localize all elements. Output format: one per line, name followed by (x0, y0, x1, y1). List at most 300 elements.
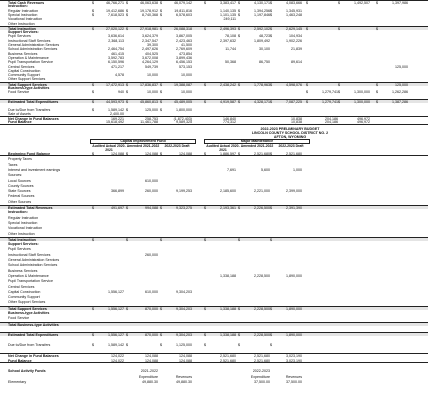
row-label: Other Sources (8, 199, 32, 204)
row-label: School Activity Funds (8, 369, 46, 374)
table-row (0, 168, 428, 172)
cell-value: 1,345,931 (286, 8, 302, 13)
cell-value: 4,083,666 (286, 1, 302, 5)
currency-sign: $ (160, 152, 162, 156)
cell-value: 46,079,142 (174, 1, 192, 5)
currency-sign: $ (306, 90, 308, 95)
cell-value: Revenues (175, 374, 192, 379)
cell-value: 1,778,963 (254, 82, 270, 87)
row-label: Instructional Staff Services (8, 252, 51, 257)
currency-sign: $ (238, 152, 240, 156)
row-label: Vocational Instruction (8, 226, 43, 231)
row-label: Food Service (8, 90, 30, 95)
cell-value: 49,880.30 (176, 379, 192, 384)
cell-value: 5,600 (261, 167, 270, 172)
currency-sign: $ (204, 1, 206, 5)
cell-value: 2,226,500 (254, 206, 270, 210)
currency-sign: $ (160, 206, 162, 210)
cell-value: 19,178,912 (140, 8, 158, 13)
currency-sign: $ (204, 306, 206, 311)
cell-value: 1,279,741 (322, 99, 338, 104)
cell-value: 1,556,127 (108, 289, 124, 294)
cell-value: 46,063,638 (140, 1, 158, 5)
row-label: Due to/Due from Transfers (8, 107, 51, 112)
currency-sign: $ (306, 1, 308, 5)
cell-value: 549,739 (145, 64, 158, 69)
currency-sign: $ (126, 1, 128, 5)
cell-value: 1,890,000 (286, 333, 302, 338)
cell-value: 2,521,680 (220, 358, 236, 363)
currency-sign: $ (92, 99, 94, 104)
table-row (0, 279, 428, 283)
cell-value: 2,592,102 (254, 26, 270, 31)
cell-value: 4,130,171 (254, 1, 270, 5)
cell-value: 124,022 (111, 358, 124, 363)
cell-value: 2,464,754 (108, 47, 124, 52)
row-label: Support Services: (8, 242, 39, 247)
cell-value: 404,525 (145, 51, 158, 56)
cell-value: 1,463,248 (286, 12, 302, 17)
cell-value: 1,394,256 (254, 8, 270, 13)
cell-value: 2,521,680 (286, 152, 302, 156)
currency-sign: $ (160, 90, 162, 95)
currency-sign: $ (306, 26, 308, 31)
cell-value: 496,972 (357, 120, 370, 125)
row-label: Total Support Services (8, 306, 47, 311)
cell-value: 9,323,275 (176, 206, 192, 210)
district-location: AFTON, WYOMING (273, 135, 307, 139)
cell-value: 4,264,129 (142, 60, 158, 65)
row-label: School Administration Services (8, 47, 58, 52)
currency-sign: $ (92, 342, 94, 347)
row-label: Instructional Staff Services (8, 38, 51, 43)
currency-sign: $ (238, 82, 240, 87)
currency-sign: $ (238, 12, 240, 17)
currency-sign: $ (160, 1, 162, 5)
row-label: Business-type Activities (8, 311, 50, 315)
cell-value: 3,867,005 (176, 34, 192, 39)
row-label: Total Business-type Activities (8, 322, 59, 327)
cell-value: 774,312 (223, 120, 236, 125)
cell-value: 4,328,171 (254, 99, 270, 104)
table-row (0, 338, 428, 342)
currency-sign: $ (160, 12, 162, 17)
cell-value: 1,890,000 (286, 273, 302, 278)
cell-value: 9,199,253 (176, 189, 192, 194)
cell-value: 3,624,379 (142, 34, 158, 39)
cell-value: 1,886,597 (220, 152, 236, 156)
column-header: Amended 2021-2022 (126, 144, 160, 148)
currency-sign: $ (92, 237, 94, 242)
table-row (0, 285, 428, 289)
currency-sign: $ (126, 99, 128, 104)
table-row (0, 380, 428, 384)
cell-value: 1,197,846 (254, 12, 270, 17)
currency-sign: $ (160, 99, 162, 104)
budget-header (160, 127, 420, 139)
cell-value: 2,368,113 (108, 38, 124, 43)
row-label: Instruction: (8, 210, 28, 215)
cell-value: 78,108 (225, 34, 236, 39)
cell-value: 17,472,913 (106, 82, 124, 87)
cell-value: 10,838 (291, 117, 302, 122)
currency-sign: $ (204, 152, 206, 156)
table-row (0, 152, 428, 156)
currency-sign: $ (270, 237, 272, 242)
row-label: Total Support Services (8, 82, 47, 87)
cell-value: 2,399,000 (286, 189, 302, 194)
row-label: Instruction: (8, 4, 28, 9)
cell-value: 1,338,188 (220, 306, 236, 311)
cell-value: 11,744 (225, 47, 236, 52)
table-row (0, 205, 428, 209)
row-label: Business Services (8, 51, 38, 56)
currency-sign: $ (238, 306, 240, 311)
cell-value: 86,750 (259, 60, 270, 65)
currency-sign: $ (126, 12, 128, 17)
row-label: Regular Instruction (8, 8, 39, 13)
row-label: Special Instruction (8, 220, 38, 225)
table-row (0, 359, 428, 363)
currency-sign: $ (92, 306, 94, 311)
cell-value: 1,556,127 (108, 306, 124, 311)
currency-sign: $ (92, 90, 94, 95)
currency-sign: $ (270, 12, 272, 17)
cell-value: 15,618,492 (106, 120, 124, 125)
cell-value: 2,400.00 (110, 111, 124, 116)
cell-value: 2,521,680 (254, 358, 270, 363)
currency-sign: $ (126, 333, 128, 338)
table-row (0, 247, 428, 251)
row-label: Capital Construction (8, 68, 41, 73)
row-label: Pupil Services (8, 247, 31, 252)
row-label: Local Sources (8, 178, 31, 183)
currency-sign: $ (376, 90, 378, 95)
currency-sign: $ (376, 82, 378, 87)
currency-sign: $ (126, 107, 128, 112)
cell-value: 1,387,286 (392, 99, 408, 104)
row-label: Regular Instruction (8, 215, 39, 220)
table-row (0, 189, 428, 193)
cell-value: 1,902,226 (286, 38, 302, 43)
row-label: Estimated Total Expenditures (8, 99, 59, 104)
cell-value: 124,088 (111, 152, 124, 156)
cell-value: 17,836,837 (140, 82, 158, 87)
table-row (0, 173, 428, 177)
cell-value: 45,489,005 (174, 99, 192, 104)
cell-value: 2,221,000 (254, 189, 270, 194)
row-label: General Administration Services (8, 43, 60, 47)
table-row (0, 311, 428, 315)
cell-value: 1,589,142 (108, 342, 124, 347)
capital-fund-group-title: Capital Improvement Fund (120, 139, 166, 144)
column-header: Audited Actual 2020-2021 (92, 144, 126, 152)
cell-value: 2,228,500 (254, 333, 270, 338)
cell-value: 41,500 (181, 43, 192, 47)
row-label: Operation & Maintenance (8, 273, 49, 278)
currency-sign: $ (92, 82, 94, 87)
currency-sign: $ (92, 26, 94, 31)
currency-sign: $ (92, 12, 94, 17)
cell-value: 3,672,008 (142, 55, 158, 60)
cell-value: 124,088 (145, 354, 158, 359)
table-row (0, 348, 428, 352)
cell-value: 146,840 (223, 117, 236, 122)
cell-value: 6,578,603 (176, 12, 192, 17)
cell-value: 1,589,142 (108, 107, 124, 112)
cell-value: 204,186 (325, 117, 338, 122)
row-label: Central Services (8, 64, 35, 69)
currency-sign: $ (126, 152, 128, 156)
table-row (0, 269, 428, 273)
table-row (0, 306, 428, 310)
table-row (0, 274, 428, 278)
budget-title: 2022-2023 PRELIMINARY BUDGET (260, 127, 320, 131)
cell-value: 2,423,463 (176, 38, 192, 43)
cell-value: 124,022 (111, 354, 124, 359)
currency-sign: $ (270, 333, 272, 338)
cell-value: 2,193,361 (220, 206, 236, 210)
row-label: School Administration Services (8, 263, 58, 268)
row-label: Community Support (8, 295, 40, 300)
cell-value: 1,000 (293, 167, 302, 172)
cell-value: 870,000 (145, 306, 158, 311)
row-label: Federal Sources (8, 194, 35, 199)
cell-value: 2,438,242 (220, 82, 236, 87)
cell-value: 2,769,609 (176, 47, 192, 52)
row-label: Central Services (8, 284, 35, 289)
table-row (0, 163, 428, 167)
row-label: Fund Balance (8, 120, 32, 125)
currency-sign: $ (160, 82, 162, 87)
currency-sign: $ (204, 99, 206, 104)
cell-value: 89,614 (291, 60, 302, 65)
currency-sign: $ (160, 237, 162, 242)
cell-value: 3,636,614 (108, 34, 124, 39)
cell-value: 260,000 (145, 252, 158, 257)
cell-value: 471,217 (111, 64, 124, 69)
row-label: Fund Balance (8, 358, 32, 363)
table-row (0, 210, 428, 214)
currency-sign: $ (126, 306, 128, 311)
row-label: Beginning Fund Balance (8, 152, 51, 156)
column-header: Amended 2021-2022 (240, 144, 274, 148)
cell-value: 1,279,741 (322, 90, 338, 95)
row-label: Sale of Assets (8, 111, 31, 116)
cell-value: 125,000 (145, 107, 158, 112)
currency-sign: $ (270, 342, 272, 347)
currency-sign: $ (126, 82, 128, 87)
currency-sign: $ (306, 82, 308, 87)
cell-value: 1,338,188 (220, 333, 236, 338)
currency-sign: $ (160, 8, 162, 13)
cell-value: 2,185,600 (220, 189, 236, 194)
column-header: Audited Actual 2020-2021 (206, 144, 240, 152)
cell-value: 7,618,523 (108, 12, 124, 17)
cell-value: 124,088 (179, 354, 192, 359)
cell-value: 1,338,188 (220, 273, 236, 278)
cell-value: 2,397,632 (220, 38, 236, 43)
cell-value: 19,388,087 (174, 82, 192, 87)
cell-value: 994,088 (145, 206, 158, 210)
cell-value: 10,000 (147, 90, 158, 95)
cell-value: 169,221 (111, 117, 124, 122)
cell-value: 2,629,145 (286, 26, 302, 31)
currency-sign: $ (160, 342, 162, 347)
cell-value: 124,088 (179, 358, 192, 363)
cell-value: 125,000 (395, 64, 408, 69)
currency-sign: $ (160, 333, 162, 338)
row-label: General Administration Services (8, 258, 60, 262)
cell-value: 610,000 (145, 289, 158, 294)
row-label: Community Support (8, 73, 40, 78)
cell-value: 610,000 (145, 178, 158, 183)
currency-sign: $ (92, 152, 94, 156)
currency-sign: $ (376, 1, 378, 5)
cell-value: 27,918,981 (140, 26, 158, 31)
currency-sign: $ (338, 90, 340, 95)
currency-sign: $ (238, 1, 240, 5)
row-label: Pupil Transportation Service (8, 60, 53, 65)
currency-sign: $ (238, 333, 240, 338)
currency-sign: $ (238, 99, 240, 104)
row-label: Sources: (8, 173, 23, 178)
currency-sign: $ (376, 26, 378, 31)
row-label: Property Taxes (8, 157, 32, 162)
cell-value: 46,766,271 (106, 1, 124, 5)
cell-value: 870,000 (145, 333, 158, 338)
cell-value: Expenditure (138, 374, 158, 379)
row-label: Estimated Total Revenues (8, 206, 53, 210)
cell-value: 3,592,783 (108, 55, 124, 60)
table-row (0, 290, 428, 294)
table-row (0, 353, 428, 357)
currency-sign: $ (270, 206, 272, 210)
cell-value: 2,391,390 (286, 206, 302, 210)
cell-value: 2,521,680 (254, 354, 270, 359)
column-header: 2022-2023 Draft (278, 144, 304, 148)
table-row (0, 369, 428, 373)
cell-value: 37,500.00 (254, 379, 270, 384)
currency-sign: $ (92, 1, 94, 5)
district-name: LINCOLN COUNTY SCHOOL DISTRICT NO. 2 (251, 131, 329, 135)
cell-value: 249,111 (223, 17, 236, 22)
currency-sign: $ (270, 99, 272, 104)
cell-value: 7,691 (227, 167, 236, 172)
currency-sign: $ (204, 82, 206, 87)
cell-value: 124,088 (179, 152, 192, 156)
cell-value: 1,809,492 (254, 38, 270, 43)
cell-value: 2021-2022 (140, 369, 158, 374)
row-label: Estimated Total Expenditures (8, 333, 59, 338)
row-label: Support Services: (8, 30, 39, 35)
row-label: Food Service (8, 316, 30, 321)
table-row (0, 242, 428, 246)
table-row (0, 221, 428, 225)
cell-value: 1,262,286 (392, 90, 408, 95)
cell-value: 39,300 (147, 43, 158, 47)
cell-value: 3,899,436 (176, 55, 192, 60)
cell-value: 10,000 (181, 90, 192, 95)
table-row (0, 237, 428, 241)
row-label: Interest and investment earnings (8, 167, 61, 172)
table-row (0, 258, 428, 262)
cell-value: 37,500.00 (286, 379, 302, 384)
cell-value: 1,300,000 (354, 90, 370, 95)
row-label: Due to/Due from Transfers (8, 342, 51, 347)
cell-value: Revenues (285, 374, 302, 379)
row-label: Pupil Services (8, 34, 31, 39)
table-row (0, 375, 428, 379)
currency-sign: $ (338, 1, 340, 5)
currency-sign: $ (270, 82, 272, 87)
cell-value: 9,304,203 (176, 289, 192, 294)
row-label: County Sources (8, 183, 34, 188)
currency-sign: $ (204, 26, 206, 31)
table-row (0, 295, 428, 299)
currency-sign: $ (126, 8, 128, 13)
row-label: Capital Construction (8, 289, 41, 294)
currency-sign: $ (126, 90, 128, 95)
row-label: Total Cash Revenues (8, 1, 45, 5)
cell-value: 2,496,393 (220, 26, 236, 31)
table-row (0, 253, 428, 257)
row-label: Special Instruction (8, 12, 38, 17)
cell-value: 27,020,122 (106, 26, 124, 31)
table-row (0, 216, 428, 220)
currency-sign: $ (238, 34, 240, 39)
cell-value: 9,304,203 (176, 306, 192, 311)
currency-sign: $ (270, 1, 272, 5)
cell-value: 10,838 (291, 120, 302, 125)
cell-value: 1,492,507 (354, 1, 370, 5)
cell-value: 496,972 (357, 117, 370, 122)
table-row (0, 179, 428, 183)
table-row (0, 364, 428, 368)
currency-sign: $ (338, 26, 340, 31)
cell-value: 1,800,000 (176, 107, 192, 112)
table-row (0, 184, 428, 188)
currency-sign: $ (126, 342, 128, 347)
currency-sign: $ (126, 26, 128, 31)
row-label: Other Instruction (8, 21, 35, 26)
column-header: 2022-2023 Draft (164, 144, 190, 148)
cell-value: 2,347,547 (142, 38, 158, 43)
currency-sign: $ (238, 342, 240, 347)
row-label: Net Change in Fund Balances (8, 354, 59, 359)
cell-value: 204,186 (325, 120, 338, 125)
cell-value: 4,578 (115, 73, 124, 78)
currency-sign: $ (306, 99, 308, 104)
table-row (0, 343, 428, 347)
cell-value: 3,383,417 (220, 1, 236, 5)
currency-sign: $ (270, 26, 272, 31)
cell-value: 461,415 (111, 51, 124, 56)
cell-value: 19,412,686 (106, 8, 124, 13)
cell-value: 1,556,127 (108, 333, 124, 338)
row-label: Other Support Services (8, 300, 46, 305)
row-label: Net Change in Fund Balances (8, 117, 59, 122)
cell-value: 1,140,135 (220, 8, 236, 13)
cell-value: 940 (118, 90, 124, 95)
cell-value: 4,919,587 (220, 99, 236, 104)
currency-sign: $ (204, 237, 206, 242)
table-row (0, 332, 428, 336)
cell-value: 104,934 (289, 34, 302, 39)
cell-value: 124,088 (145, 358, 158, 363)
cell-value: 573,153 (179, 64, 192, 69)
maintenance-group-title: Major Maintenance (240, 139, 274, 144)
